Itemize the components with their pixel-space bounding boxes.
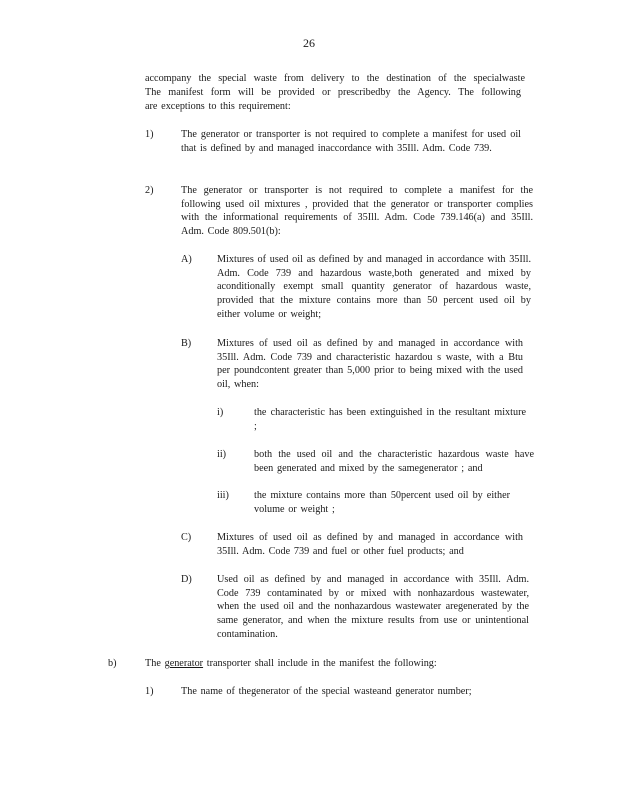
- intro-line-2: The manifest form will be provided or prescribedby the Agency. The following: [145, 87, 521, 98]
- item-1-marker: 1): [145, 129, 154, 140]
- sub-b-ii-text: both the used oil and the characteristic hazardous waste have been generated and mixed by the samegenerator ; and: [254, 449, 534, 474]
- sub-c-marker: C): [181, 532, 192, 543]
- intro-line-1: accompany the special waste from delivery to the destination of the specialwaste: [145, 73, 525, 84]
- item-2-marker: 2): [145, 185, 154, 196]
- section-b-underlined-word: generator: [164, 658, 204, 669]
- sub-b-iii-text: the mixture contains more than 50percent used oil by either volume or weight ;: [254, 490, 510, 515]
- intro-line-3: are exceptions to this requirement:: [145, 101, 291, 112]
- sub-a-marker: A): [181, 254, 192, 265]
- sub-b-ii-marker: ii): [217, 449, 227, 460]
- sub-d-text: Used oil as defined by and managed in accordance with 35Ill. Adm. Code 739 contaminated by or mixed with nonhazardous wastewater, when the used oil and the nonhazardous wastewater aregenerated by the same generator, and when the mixture results from use or unintentional contamination.: [217, 574, 529, 640]
- section-b-item-1-text: The name of thegenerator of the special wasteand generator number;: [181, 686, 472, 697]
- section-b-text: [145, 657, 525, 671]
- section-b-text-rest: transporter shall include in the manifest the following:: [203, 658, 437, 669]
- sub-b-marker: B): [181, 338, 192, 349]
- section-b-item-1-marker: 1): [145, 686, 154, 697]
- sub-a-text: Mixtures of used oil as defined by and managed in accordance with 35Ill. Adm. Code 739 and hazardous waste,both generated and mixed by aconditionally exempt small quantity generator of hazardous waste, provided that the mixture contains more than 50 percent used oil by either volume or weight;: [217, 254, 531, 320]
- section-b-marker: b): [108, 658, 117, 669]
- sub-c-text: Mixtures of used oil as defined by and managed in accordance with 35Ill. Adm. Code 739 and fuel or other fuel products; and: [217, 532, 523, 557]
- sub-d-marker: D): [181, 574, 192, 585]
- sub-b-iii-marker: iii): [217, 490, 229, 501]
- sub-b-i-text: the characteristic has been extinguished in the resultant mixture ;: [254, 407, 526, 432]
- sub-b-text: Mixtures of used oil as defined by and managed in accordance with 35Ill. Adm. Code 739 and characteristic hazardou s waste, with a Btu per poundcontent greater than 5,000 prior to being mixed with the used oil, when:: [217, 338, 523, 391]
- sub-b-i-marker: i): [217, 407, 224, 418]
- page-number: 26: [303, 36, 315, 50]
- item-2-text: The generator or transporter is not required to complete a manifest for the following used oil mixtures , provided that the generator or transporter complies with the informational requirements of 35Ill. Adm. Code 739.146(a) and 35Ill. Adm. Code 809.501(b):: [181, 185, 533, 238]
- section-b-text-start: The: [145, 658, 165, 669]
- item-1-text: The generator or transporter is not required to complete a manifest for used oil that is defined by and managed inaccordance with 35Ill. Adm. Code 739.: [181, 129, 521, 154]
